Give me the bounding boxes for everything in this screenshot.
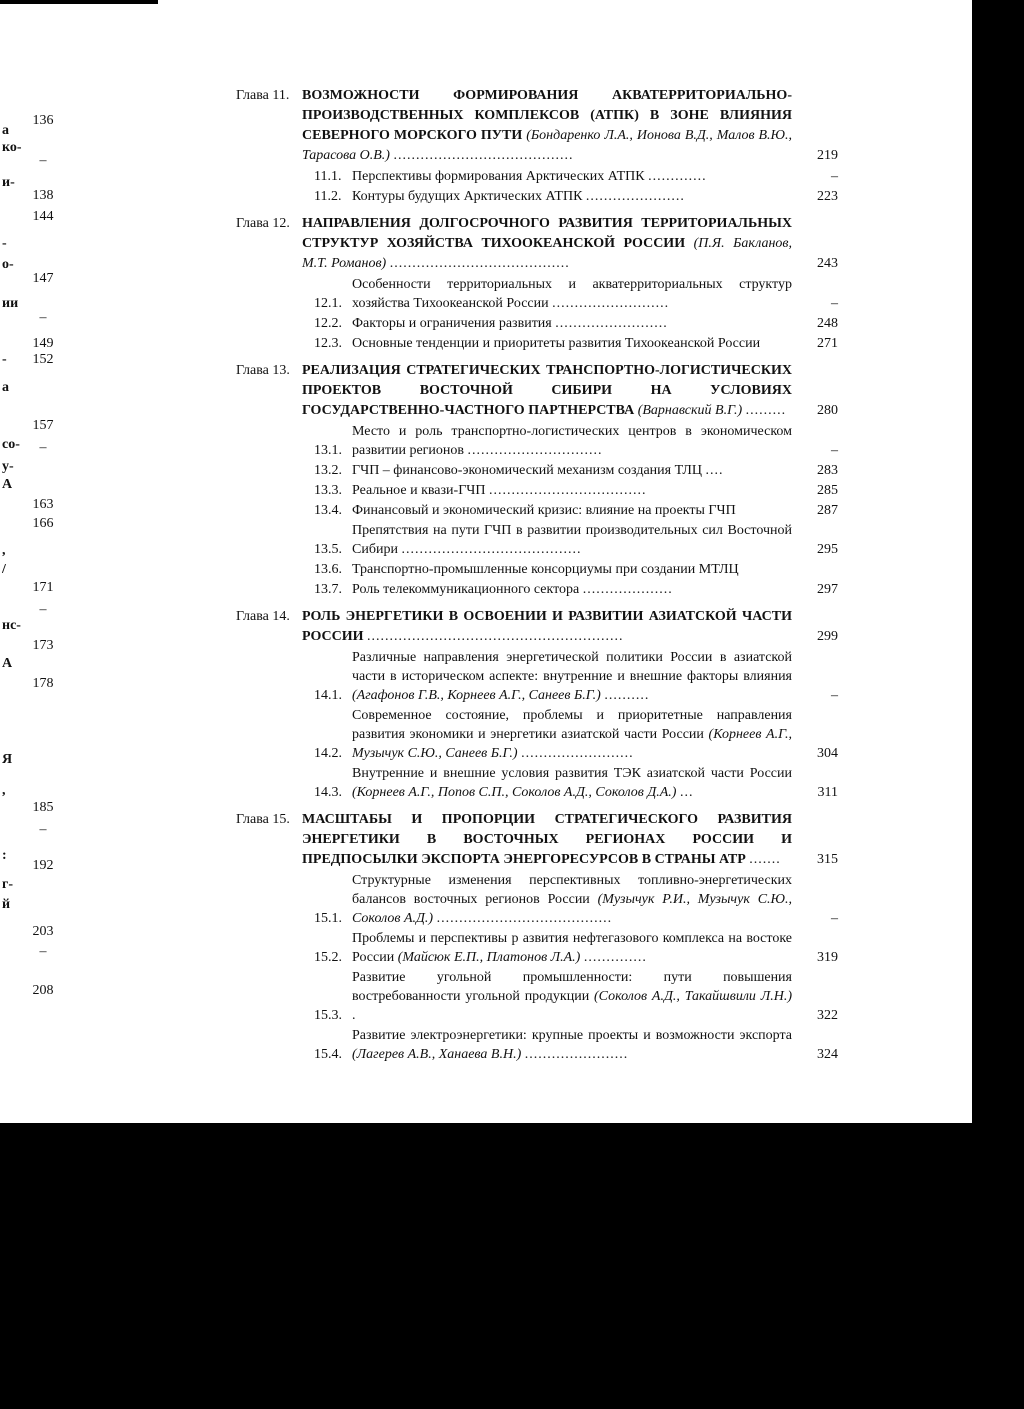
- chapter-title-line: [302, 810, 838, 870]
- section-title: [352, 648, 792, 705]
- dot-leader: ........................................: [389, 256, 570, 271]
- section-title: [352, 167, 792, 186]
- chapter-page-number: 280: [817, 403, 838, 418]
- section-title-text: Контуры будущих Арктических АТПК: [352, 189, 583, 204]
- section-entry: [302, 1026, 838, 1064]
- margin-text-fragment: ,: [2, 783, 6, 798]
- dot-leader: .........................................................: [367, 629, 624, 644]
- margin-page-number: –: [39, 602, 47, 617]
- chapter-authors: (П.Я. Бакланов, М.Т. Романов): [302, 236, 793, 271]
- section-entry: [302, 461, 838, 480]
- chapter-title-line: [302, 361, 838, 421]
- chapter-title-text: РОЛЬ ЭНЕРГЕТИКИ В ОСВОЕНИИ И РАЗВИТИИ АЗИАТСКОЙ ЧАСТИ РОССИИ: [302, 609, 792, 644]
- section-number: 12.3.: [314, 336, 342, 351]
- margin-page-number: –: [39, 822, 47, 837]
- section-title: [352, 334, 792, 353]
- section-page-number: –: [831, 169, 838, 184]
- section-title-text: Современное состояние, проблемы и приоритетные направления развития экономики и энергетики азиатской части России: [352, 708, 792, 742]
- chapter-title-text: РЕАЛИЗАЦИЯ СТРАТЕГИЧЕСКИХ ТРАНСПОРТНО-ЛОГИСТИЧЕСКИХ ПРОЕКТОВ ВОСТОЧНОЙ СИБИРИ НА УСЛОВИЯХ ГОСУДАРСТВЕННО-ЧАСТНОГО ПАРТНЕРСТВА: [302, 363, 792, 418]
- section-title-text: Особенности территориальных и акватерриториальных структур хозяйства Тихоокеанской России: [352, 277, 792, 311]
- margin-page-number: 173: [32, 638, 54, 653]
- margin-page-number: 138: [32, 188, 54, 203]
- dot-leader: .......................................: [436, 911, 613, 926]
- margin-text-fragment: /: [2, 562, 6, 577]
- section-title: [352, 560, 792, 579]
- margin-text-fragment: й: [2, 897, 11, 912]
- section-title-text: Различные направления энергетической политики России в азиатской части в историческом аспекте: внутренние и внешние факторы влияния: [352, 650, 792, 684]
- section-page-number: 283: [817, 463, 838, 478]
- margin-text-fragment: а: [2, 123, 9, 138]
- section-number: 13.2.: [314, 463, 342, 478]
- margin-page-number: 171: [32, 580, 54, 595]
- section-number: 14.1.: [314, 688, 342, 703]
- chapter-title-text: МАСШТАБЫ И ПРОПОРЦИИ СТРАТЕГИЧЕСКОГО РАЗВИТИЯ ЭНЕРГЕТИКИ В ВОСТОЧНЫХ РЕГИОНАХ РОССИИ И ПРЕДПОСЫЛКИ ЭКСПОРТА ЭНЕРГОРЕСУРСОВ В СТРАНЫ АТР: [302, 812, 792, 867]
- margin-page-number: 203: [32, 924, 54, 939]
- margin-text-fragment: Я: [2, 752, 13, 767]
- margin-text-fragment: и-: [2, 175, 15, 190]
- margin-page-number: –: [39, 440, 47, 455]
- section-entry: [302, 929, 838, 967]
- margin-text-fragment: А: [2, 656, 13, 671]
- section-page-number: 223: [817, 189, 838, 204]
- section-page-number: –: [831, 688, 838, 703]
- section-title-text: Развитие угольной промышленности: пути повышения востребованности угольной продукции: [352, 970, 792, 1004]
- section-number: 11.2.: [314, 189, 342, 204]
- scan-edge-line: [0, 0, 158, 4]
- chapter-title-line: [302, 607, 838, 647]
- section-entry: [302, 968, 838, 1025]
- margin-text-fragment: нс-: [2, 618, 21, 633]
- section-entry: [302, 580, 838, 599]
- dot-leader: ....................: [582, 582, 673, 597]
- section-number: 13.3.: [314, 483, 342, 498]
- section-entry: [302, 167, 838, 186]
- chapter-entry: [236, 607, 838, 802]
- section-number: 13.6.: [314, 562, 342, 577]
- section-page-number: –: [831, 443, 838, 458]
- section-title-text: Транспортно-промышленные консорциумы при создании МТЛЦ: [352, 562, 739, 577]
- section-entry: [302, 187, 838, 206]
- section-title-text: Основные тенденции и приоритеты развития Тихоокеанской России: [352, 336, 761, 351]
- margin-text-fragment: ко-: [2, 140, 22, 155]
- section-title-text: Внутренние и внешние условия развития ТЭК азиатской части России: [352, 766, 792, 781]
- section-number: 15.2.: [314, 950, 342, 965]
- chapter-body: [302, 214, 838, 353]
- section-authors: (Майсюк Е.П., Платонов Л.А.): [397, 950, 581, 965]
- margin-text-fragment: -: [2, 236, 7, 251]
- margin-page-number: 208: [32, 983, 54, 998]
- margin-page-number: 136: [32, 113, 54, 128]
- section-title: [352, 521, 792, 559]
- section-page-number: 271: [817, 336, 838, 351]
- margin-page-number: 166: [32, 516, 54, 531]
- margin-page-number: 178: [32, 676, 54, 691]
- chapter-title-text: ВОЗМОЖНОСТИ ФОРМИРОВАНИЯ АКВАТЕРРИТОРИАЛЬНО-ПРОИЗВОДСТВЕННЫХ КОМПЛЕКСОВ (АТПК) В ЗОНЕ ВЛИЯНИЯ СЕВЕРНОГО МОРСКОГО ПУТИ: [302, 88, 792, 143]
- section-entry: [302, 871, 838, 928]
- section-title-text: Финансовый и экономический кризис: влияние на проекты ГЧП: [352, 503, 736, 518]
- section-number: 11.1.: [314, 169, 342, 184]
- section-number: 15.1.: [314, 911, 342, 926]
- section-number: 13.7.: [314, 582, 342, 597]
- section-title: [352, 187, 792, 206]
- margin-page-number: –: [39, 153, 47, 168]
- section-title-text: Факторы и ограничения развития: [352, 316, 552, 331]
- dot-leader: ..............................: [467, 443, 603, 458]
- margin-text-fragment: а: [2, 380, 9, 395]
- section-title: [352, 1026, 792, 1064]
- dot-leader: ........................................: [401, 542, 582, 557]
- section-title-text: Место и роль транспортно-логистических центров в экономическом развитии регионов: [352, 424, 792, 458]
- chapter-body: [302, 86, 838, 206]
- section-number: 14.3.: [314, 785, 342, 800]
- section-title-text: ГЧП – финансово-экономический механизм создания ТЛЦ: [352, 463, 703, 478]
- section-page-number: 285: [817, 483, 838, 498]
- dot-leader: ..........: [604, 688, 650, 703]
- section-page-number: 324: [817, 1047, 838, 1062]
- section-page-number: 295: [817, 542, 838, 557]
- section-title-text: Реальное и квази-ГЧП: [352, 483, 486, 498]
- section-entry: [302, 706, 838, 763]
- section-entry: [302, 275, 838, 313]
- section-authors: (Музычук Р.И., Музычук С.Ю., Соколов А.Д.): [352, 892, 792, 926]
- section-authors: (Корнеев А.Г., Попов С.П., Соколов А.Д., Соколов Д.А.): [352, 785, 677, 800]
- chapter-label: Глава 12.: [236, 216, 290, 231]
- section-number: 12.2.: [314, 316, 342, 331]
- chapter-body: [302, 607, 838, 802]
- margin-page-number: 163: [32, 497, 54, 512]
- section-title: [352, 314, 792, 333]
- section-number: 13.1.: [314, 443, 342, 458]
- section-page-number: 319: [817, 950, 838, 965]
- margin-page-number: 185: [32, 800, 54, 815]
- section-entry: [302, 422, 838, 460]
- margin-text-fragment: А: [2, 477, 13, 492]
- section-page-number: 287: [817, 503, 838, 518]
- chapter-label: Глава 15.: [236, 812, 290, 827]
- chapter-body: [302, 361, 838, 599]
- dot-leader: .: [352, 1008, 357, 1023]
- section-number: 12.1.: [314, 296, 342, 311]
- margin-text-fragment: ,: [2, 543, 6, 558]
- section-authors: (Лагерев А.В., Ханаева В.Н.): [352, 1047, 522, 1062]
- dot-leader: ...: [679, 785, 694, 800]
- section-entry: [302, 560, 838, 579]
- chapter-entry: [236, 86, 838, 206]
- margin-page-number: –: [39, 944, 47, 959]
- margin-text-fragment: -: [2, 352, 7, 367]
- dot-leader: ........................................: [393, 148, 574, 163]
- section-entry: [302, 648, 838, 705]
- section-title: [352, 706, 792, 763]
- chapter-title: [302, 86, 792, 166]
- section-entry: [302, 521, 838, 559]
- margin-text-fragment: :: [2, 848, 7, 863]
- section-title: [352, 481, 792, 500]
- section-title: [352, 871, 792, 928]
- section-title-text: Проблемы и перспективы р азвития нефтегазового комплекса на востоке России: [352, 931, 792, 965]
- margin-text-fragment: г-: [2, 877, 14, 892]
- dot-leader: ...................................: [489, 483, 647, 498]
- section-entry: [302, 334, 838, 353]
- dot-leader: ..............: [583, 950, 647, 965]
- section-title: [352, 764, 792, 802]
- dot-leader: .........................: [555, 316, 668, 331]
- dot-leader: .......: [749, 852, 781, 867]
- section-entry: [302, 501, 838, 520]
- dot-leader: .............: [648, 169, 707, 184]
- section-title-text: Препятствия на пути ГЧП в развитии производительных сил Восточной Сибири: [352, 523, 792, 557]
- section-title-text: Роль телекоммуникационного сектора: [352, 582, 580, 597]
- margin-page-number: 144: [32, 209, 54, 224]
- chapter-title: [302, 361, 792, 421]
- dot-leader: .......................: [524, 1047, 629, 1062]
- section-number: 14.2.: [314, 746, 342, 761]
- margin-page-number: –: [39, 310, 47, 325]
- chapter-page-number: 243: [817, 256, 838, 271]
- section-page-number: 297: [817, 582, 838, 597]
- dot-leader: ....: [705, 463, 724, 478]
- section-title: [352, 422, 792, 460]
- scan-border-right: [972, 0, 1024, 1123]
- margin-text-fragment: со-: [2, 437, 20, 452]
- section-title: [352, 580, 792, 599]
- dot-leader: ..........................: [552, 296, 670, 311]
- dot-leader: .........................: [521, 746, 634, 761]
- section-page-number: 322: [817, 1008, 838, 1023]
- scan-border-bottom: [0, 1123, 1024, 1409]
- chapter-authors: (Бондаренко Л.А., Ионова В.Д., Малов В.Ю., Тарасова О.В.): [302, 128, 793, 163]
- table-of-contents: [236, 86, 838, 1072]
- section-title: [352, 461, 792, 480]
- section-page-number: –: [831, 911, 838, 926]
- section-number: 13.5.: [314, 542, 342, 557]
- chapter-authors: (Варнавский В.Г.): [637, 403, 743, 418]
- chapter-page-number: 315: [817, 852, 838, 867]
- section-number: 13.4.: [314, 503, 342, 518]
- margin-text-fragment: у-: [2, 459, 14, 474]
- section-page-number: 304: [817, 746, 838, 761]
- chapter-entry: [236, 214, 838, 353]
- margin-page-number: 147: [32, 271, 54, 286]
- section-number: 15.4.: [314, 1047, 342, 1062]
- margin-page-number: 149: [32, 336, 54, 351]
- section-title-text: Структурные изменения перспективных топливно-энергетических балансов восточных регионов России: [352, 873, 792, 907]
- section-entry: [302, 764, 838, 802]
- section-title: [352, 968, 792, 1025]
- section-number: 15.3.: [314, 1008, 342, 1023]
- chapter-page-number: 219: [817, 148, 838, 163]
- chapter-entry: [236, 361, 838, 599]
- chapter-title-text: НАПРАВЛЕНИЯ ДОЛГОСРОЧНОГО РАЗВИТИЯ ТЕРРИТОРИАЛЬНЫХ СТРУКТУР ХОЗЯЙСТВА ТИХООКЕАНСКОЙ РОССИИ: [302, 216, 792, 251]
- margin-page-number: 192: [32, 858, 54, 873]
- dot-leader: ......................: [585, 189, 685, 204]
- chapter-body: [302, 810, 838, 1064]
- section-page-number: –: [831, 296, 838, 311]
- chapter-entry: [236, 810, 838, 1064]
- chapter-label: Глава 13.: [236, 363, 290, 378]
- chapter-title: [302, 214, 792, 274]
- margin-text-fragment: о-: [2, 257, 14, 272]
- section-authors: (Агафонов Г.В., Корнеев А.Г., Санеев Б.Г.): [352, 688, 601, 703]
- chapter-label: Глава 14.: [236, 609, 290, 624]
- chapter-title: [302, 607, 792, 647]
- section-title-text: Перспективы формирования Арктических АТПК: [352, 169, 645, 184]
- section-entry: [302, 481, 838, 500]
- chapter-label: Глава 11.: [236, 88, 290, 103]
- chapter-title-line: [302, 214, 838, 274]
- margin-text-fragment: ии: [2, 296, 19, 311]
- section-page-number: 311: [817, 785, 838, 800]
- chapter-title: [302, 810, 792, 870]
- section-authors: (Корнеев А.Г., Музычук С.Ю., Санеев Б.Г.): [352, 727, 793, 761]
- section-page-number: 248: [817, 316, 838, 331]
- margin-page-number: 152: [32, 352, 54, 367]
- chapter-title-line: [302, 86, 838, 166]
- section-authors: (Соколов А.Д., Такайшвили Л.Н.): [594, 989, 792, 1004]
- section-title: [352, 501, 792, 520]
- margin-page-number: 157: [32, 418, 54, 433]
- section-title-text: Развитие электроэнергетики: крупные проекты и возможности экспорта: [352, 1028, 792, 1043]
- section-entry: [302, 314, 838, 333]
- section-title: [352, 275, 792, 313]
- section-title: [352, 929, 792, 967]
- dot-leader: .........: [745, 403, 787, 418]
- chapter-page-number: 299: [817, 629, 838, 644]
